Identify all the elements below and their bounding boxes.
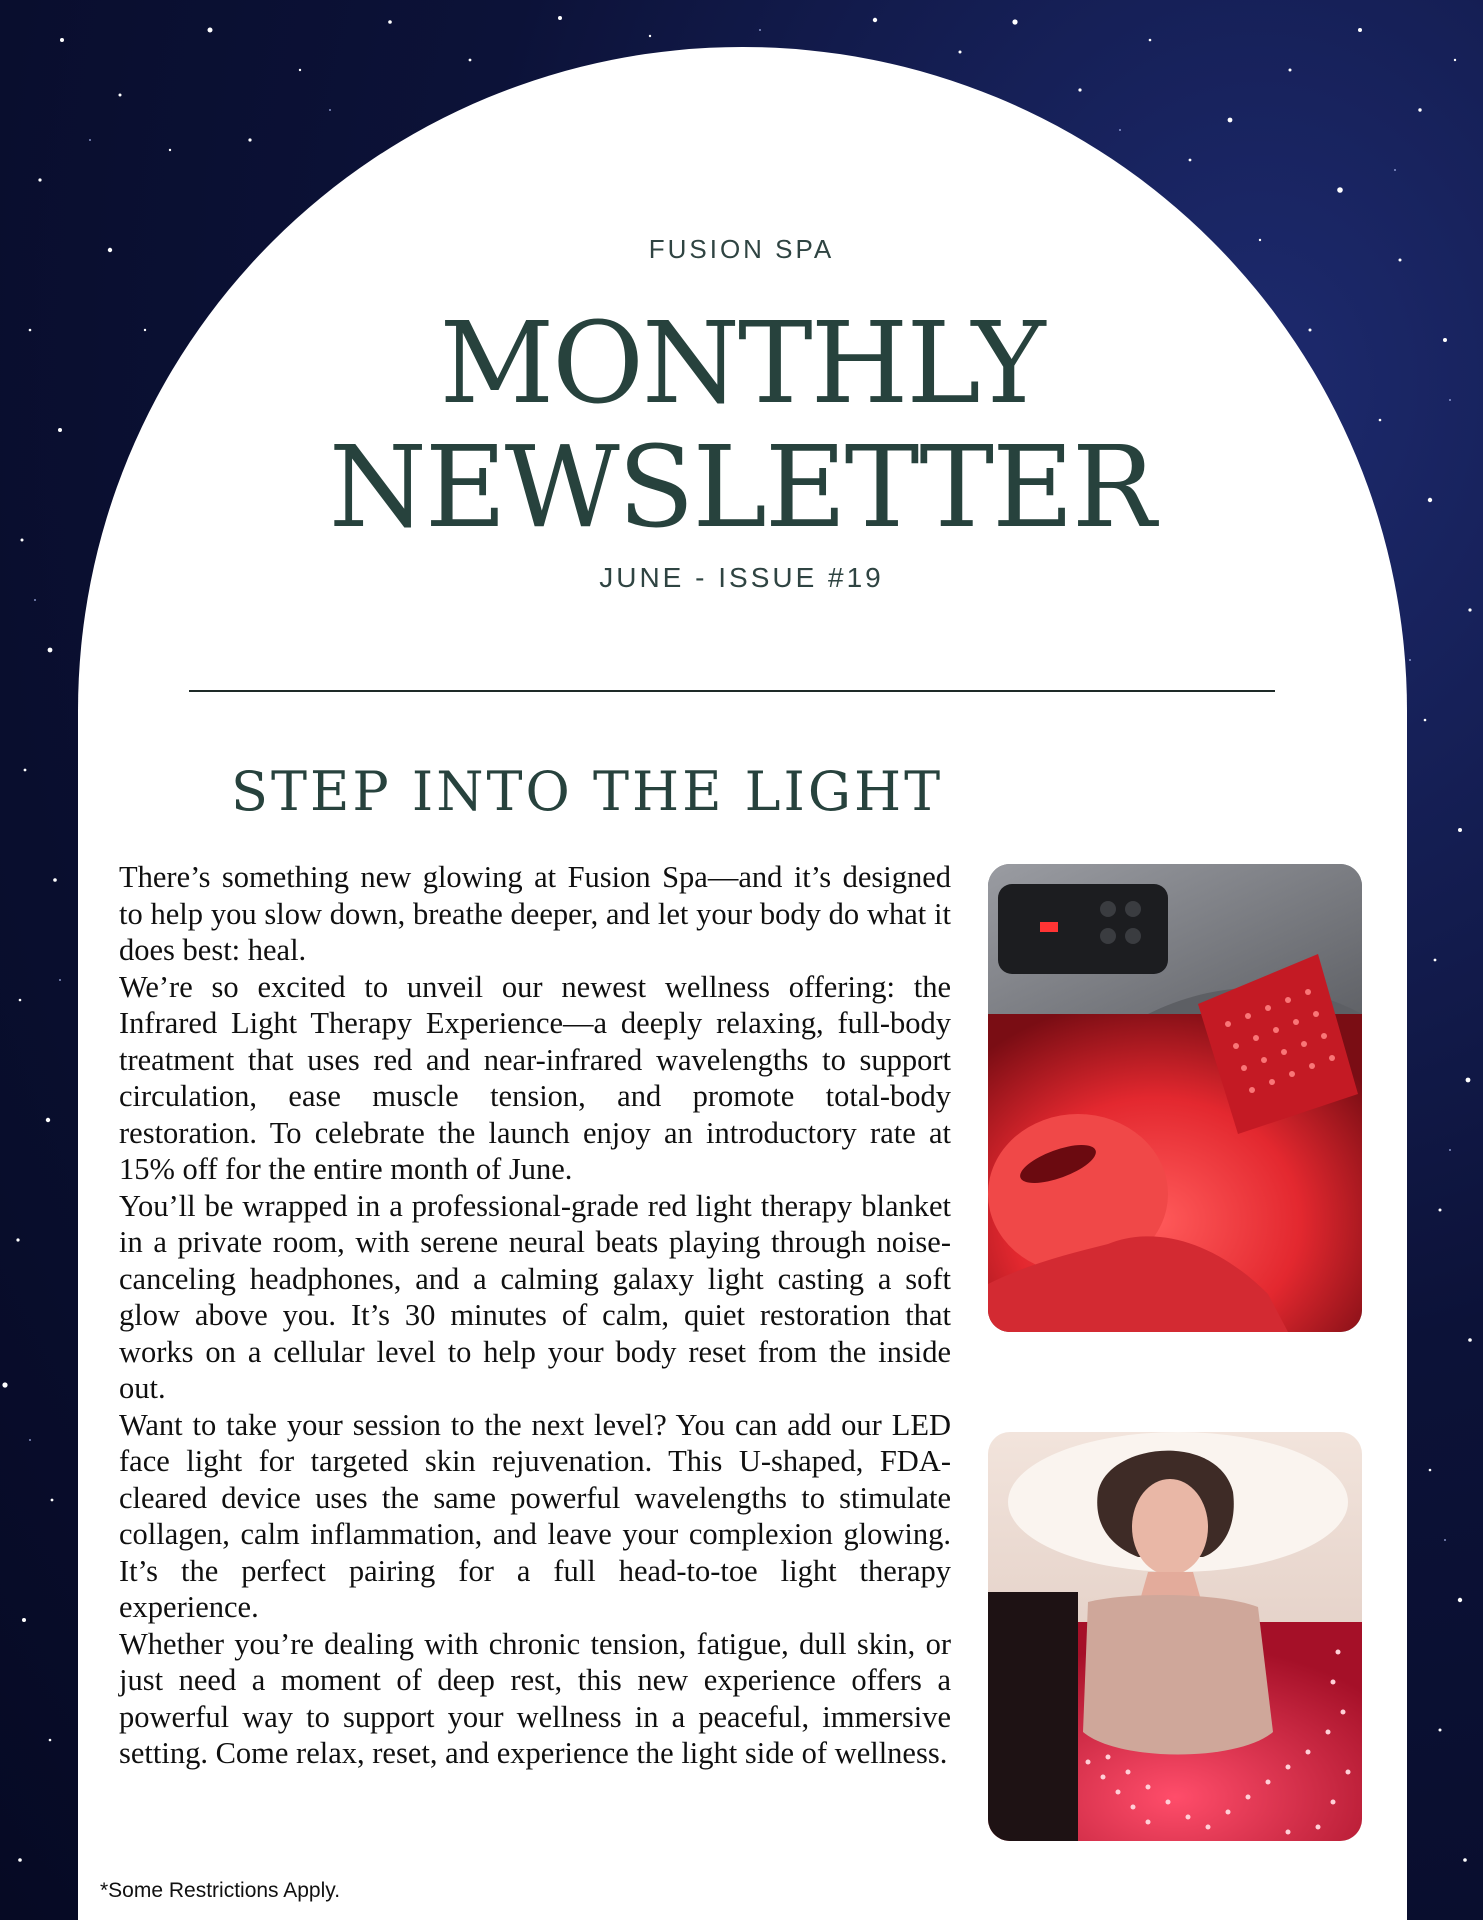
issue-label: JUNE - ISSUE #19: [599, 562, 884, 593]
article-paragraph: You’ll be wrapped in a professional-grade red light therapy blanket in a private room, with serene neural beats playing through noise-canceling headphones, and a calming galaxy light casting a soft glow above you. It’s 30 minutes of calm, quiet restoration that works on a cellular level to help your body reset from the inside out.: [119, 1188, 951, 1405]
article-paragraph: There’s something new glowing at Fusion Spa—and it’s designed to help you slow down, breathe deeper, and let your body do what it does best: heal.: [119, 860, 951, 967]
restrictions-footnote: *Some Restrictions Apply.: [100, 1879, 341, 1902]
brand-name: FUSION SPA: [648, 234, 835, 264]
article-paragraph: Whether you’re dealing with chronic tension, fatigue, dull skin, or just need a moment of deep rest, this new experience offers a powerful way to support your wellness in a peaceful, immersive setting. Come relax, reset, and experience the light side of wellness.: [119, 1626, 951, 1770]
light-therapy-blanket-photo: [988, 1432, 1362, 1841]
article-body: [119, 859, 951, 1772]
newsletter-title-line2: NEWSLETTER: [328, 423, 1155, 553]
article-paragraph: Want to take your session to the next level? You can add our LED face light for targeted skin rejuvenation. This U-shaped, FDA-cleared device uses the same powerful wavelengths to stimulate collagen, calm inflammation, and leave your complexion glowing. It’s the perfect pairing for a full head-to-toe light therapy experience.: [119, 1407, 951, 1624]
header-divider: [189, 690, 1275, 692]
newsletter-title-line1: MONTHLY: [439, 299, 1044, 429]
led-face-light-photo: [988, 864, 1362, 1332]
article-paragraph: We’re so excited to unveil our newest wellness offering: the Infrared Light Therapy Experience—a deeply relaxing, full-body treatment that uses red and near-infrared wavelengths to support circulation, ease muscle tension, and promote total-body restoration. To celebrate the launch enjoy an introductory rate at 15% off for the entire month of June.: [119, 969, 951, 1186]
article-heading: STEP INTO THE LIGHT: [231, 760, 944, 823]
